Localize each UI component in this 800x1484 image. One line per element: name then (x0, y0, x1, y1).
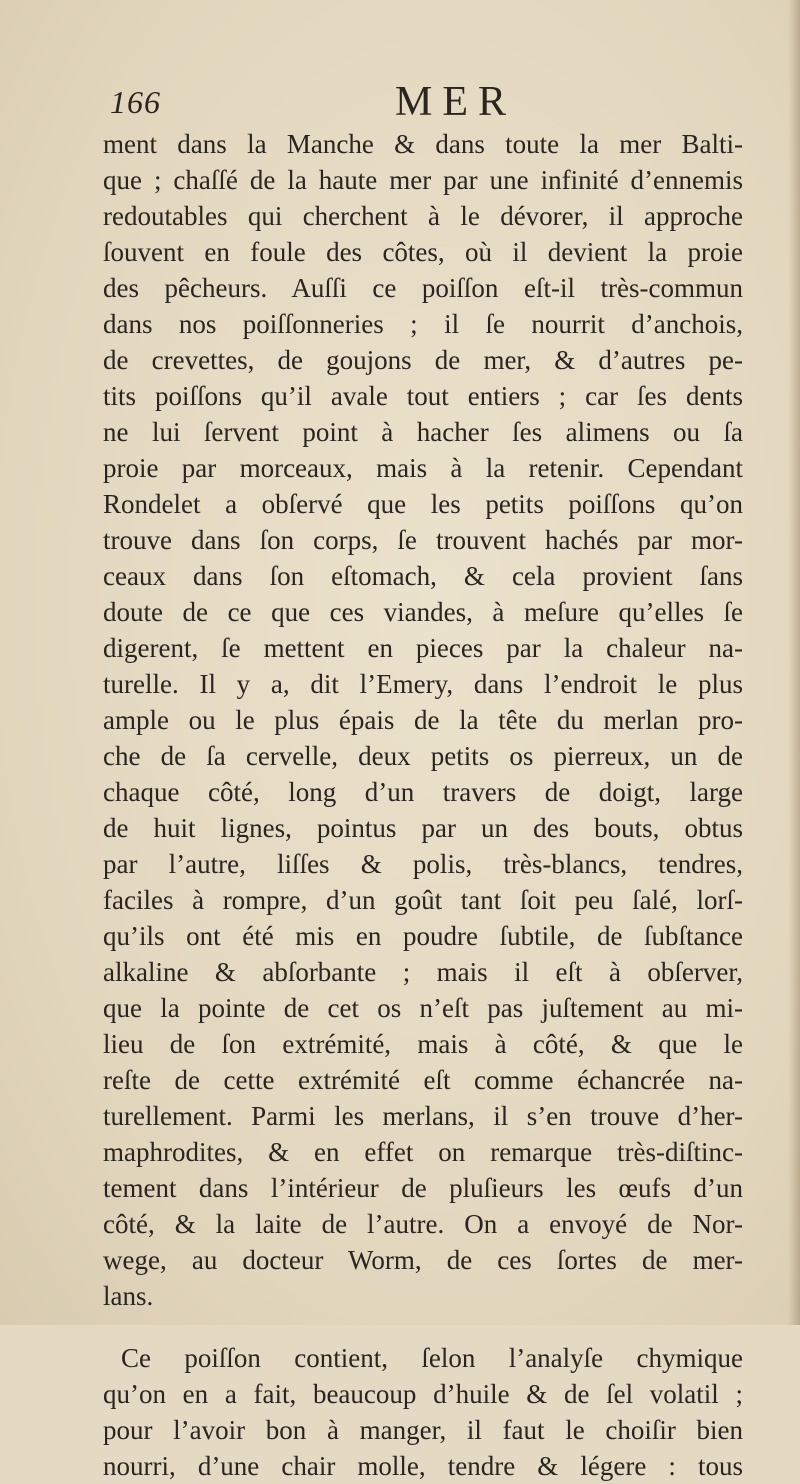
text-line: ample ou le plus épais de la tête du merlan pro- (103, 705, 743, 735)
page-number: 166 (110, 84, 161, 120)
text-line: wege, au docteur Worm, de ces ſortes de mer- (103, 1245, 743, 1275)
text-line: digerent, ſe mettent en pieces par la chaleur na- (103, 633, 743, 663)
text-line: qu’ils ont été mis en poudre ſubtile, de ſubſtance (103, 921, 743, 951)
text-line: des pêcheurs. Auſſi ce poiſſon eſt-il très-commun (103, 273, 743, 303)
text-line: turellement. Parmi les merlans, il s’en trouve d’her- (103, 1101, 743, 1131)
text-line: trouve dans ſon corps, ſe trouvent hachés par mor- (103, 525, 743, 555)
text-line: reſte de cette extrémité eſt comme échancrée na- (103, 1065, 743, 1095)
text-line: ment dans la Manche & dans toute la mer Balti- (103, 129, 743, 159)
paragraph-2 (103, 1340, 743, 1484)
text-line: ne lui ſervent point à hacher ſes alimens ou ſa (103, 417, 743, 447)
text-line: turelle. Il y a, dit l’Emery, dans l’endroit le plus (103, 669, 743, 699)
text-line: pour l’avoir bon à manger, il faut le choiſir bien (103, 1415, 743, 1445)
text-line: Rondelet a obſervé que les petits poiſſons qu’on (103, 489, 743, 519)
body-text (103, 126, 743, 1484)
text-line: doute de ce que ces viandes, à meſure qu’elles ſe (103, 597, 743, 627)
text-line: proie par morceaux, mais à la retenir. Cependant (103, 453, 743, 483)
text-line: faciles à rompre, d’un goût tant ſoit peu ſalé, lorſ- (103, 885, 743, 915)
text-line: de crevettes, de goujons de mer, & d’autres pe- (103, 345, 743, 375)
text-line: côté, & la laite de l’autre. On a envoyé de Nor- (103, 1209, 743, 1239)
text-line: Ce poiſſon contient, ſelon l’analyſe chymique (121, 1343, 743, 1373)
text-line: alkaline & abſorbante ; mais il eſt à obſerver, (103, 957, 743, 987)
text-line: tement dans l’intérieur de pluſieurs les œufs d’un (103, 1173, 743, 1203)
text-line: que la pointe de cet os n’eſt pas juſtement au mi- (103, 993, 743, 1023)
text-line: par l’autre, liſſes & polis, très-blancs, tendres, (103, 849, 743, 879)
paragraph-gap (103, 1314, 743, 1340)
text-line: dans nos poiſſonneries ; il ſe nourrit d’anchois, (103, 309, 743, 339)
paragraph-1 (103, 126, 743, 1314)
running-head: MER (395, 79, 517, 125)
text-line: tits poiſſons qu’il avale tout entiers ; car ſes dents (103, 381, 743, 411)
page-header (0, 78, 800, 128)
text-line: nourri, d’une chair molle, tendre & légere : tous (103, 1451, 743, 1481)
page-edge-shadow (788, 0, 800, 1325)
text-line: redoutables qui cherchent à le dévorer, il approche (103, 201, 743, 231)
text-line: maphrodites, & en effet on remarque très-diſtinc- (103, 1137, 743, 1167)
text-line: lieu de ſon extrémité, mais à côté, & que le (103, 1029, 743, 1059)
text-line: che de ſa cervelle, deux petits os pierreux, un de (103, 741, 743, 771)
text-line: que ; chaſſé de la haute mer par une infinité d’ennemis (103, 165, 743, 195)
text-line: de huit lignes, pointus par un des bouts, obtus (103, 813, 743, 843)
text-line: chaque côté, long d’un travers de doigt, large (103, 777, 743, 807)
text-line: lans. (103, 1281, 154, 1311)
text-line: ceaux dans ſon eſtomach, & cela provient ſans (103, 561, 743, 591)
text-line: qu’on en a fait, beaucoup d’huile & de ſel volatil ; (103, 1379, 743, 1409)
text-line: ſouvent en foule des côtes, où il devient la proie (103, 237, 743, 267)
